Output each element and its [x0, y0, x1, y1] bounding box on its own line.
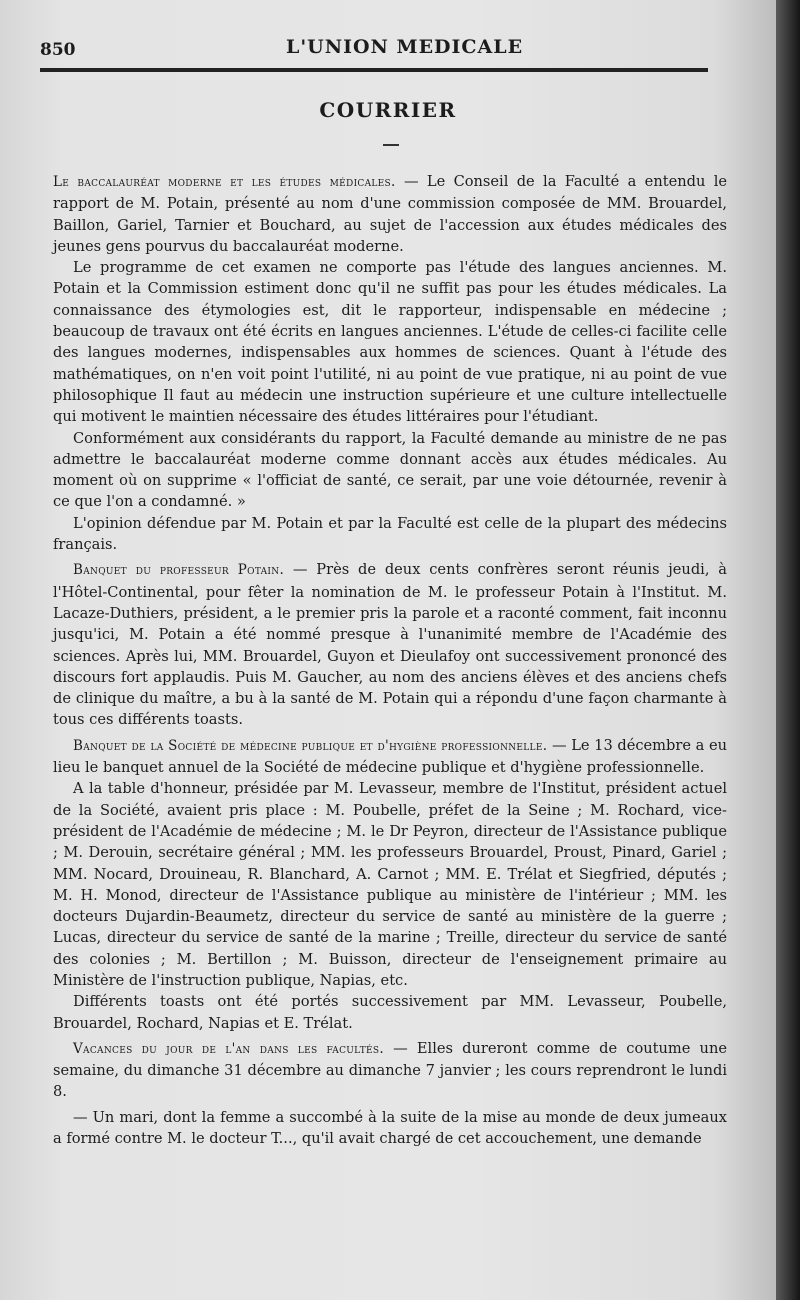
paragraph: L'opinion défendue par M. Potain et par la Faculté est celle de la plupart des médecins français.	[53, 514, 727, 554]
header-rule	[40, 68, 708, 72]
article-vacances-paragraph	[53, 1038, 727, 1103]
page-number: 850	[40, 40, 76, 60]
article-body	[53, 171, 727, 1149]
page-edge-shadow	[776, 0, 800, 1300]
paragraph: Différents toasts ont été portés successivement par MM. Levasseur, Poubelle, Brouardel, Rochard, Napias et E. Trélat.	[53, 993, 727, 1032]
running-head	[40, 34, 720, 60]
paragraph: Le programme de cet examen ne comporte pas l'étude des langues anciennes. M. Potain et la Commission estiment donc qu'il ne suffit pas pour les études médicales. La connaissance des étymologies est, dit le rapporteur, indispensable en médecine ; beaucoup de travaux ont été écrits en langues anciennes. L'étude de celles-ci facilite celle des langues modernes, indispensables aux hommes de sciences. Quant à l'étude des mathématiques, on n'en voit point l'utilité, ni au point de vue pratique, ni au point de vue philosophique Il faut au médecin une instruction supérieure et une culture intellectuelle qui motivent le maintien nécessaire des études littéraires pour l'étudiant.	[53, 259, 727, 426]
article-banquet-societe-paragraph	[53, 735, 727, 779]
article-heading: Banquet du professeur Potain.	[73, 562, 285, 579]
article-heading: Banquet de la Société de médecine publique et d'hygiène professionnelle.	[73, 737, 548, 754]
section-dash	[383, 144, 399, 146]
paragraph-text: — Près de deux cents confrères seront réunis jeudi, à l'Hôtel-Continental, pour fêter la nomination de M. le professeur Potain à l'Institut. M. Lacaze-Duthiers, président, a le premier pris la parole et a raconté comment, fait inconnu jusqu'ici, M. Potain a été nommé presque à l'unanimité membre de l'Académie des sciences. Après lui, MM. Brouardel, Guyon et Dieulafoy ont successivement prononcé des discours fort applaudis. Puis M. Gaucher, au nom des anciens élèves et des anciens chefs de clinique du maître, a bu à la santé de M. Potain qui a répondu d'une façon charmante à tous ces différents toasts.	[53, 561, 727, 729]
paragraph-text: — Le Conseil de la Faculté a entendu le rapport de M. Potain, présenté au nom d'une commission composée de MM. Brouardel, Baillon, Gariel, Tarnier et Bouchard, au sujet de l'accession aux études médicales des jeunes gens pourvus du baccalauréat moderne.	[53, 173, 728, 255]
article-heading: Vacances du jour de l'an dans les facultés.	[73, 1040, 384, 1057]
paragraph: Conformément aux considérants du rapport, la Faculté demande au ministre de ne pas admettre le baccalauréat moderne comme donnant accès aux études médicales. Au moment où on supprime « l'officiat de santé, ce serait, par une voie détournée, revenir à ce que l'on a condamné. »	[53, 429, 727, 511]
section-title: COURRIER	[319, 98, 457, 122]
paragraph-text: — Elles dureront comme de coutume une semaine, du dimanche 31 décembre au dimanche 7 janvier ; les cours reprendront le lundi 8.	[53, 1039, 727, 1101]
article-mari-paragraph: — Un mari, dont la femme a succombé à la suite de la mise au monde de deux jumeaux a formé contre M. le docteur T..., qu'il avait chargé de cet accouchement, une demande	[53, 1108, 727, 1148]
article-baccalaureat-paragraph	[53, 171, 727, 257]
paragraph: A la table d'honneur, présidée par M. Levasseur, membre de l'Institut, président actuel de la Société, avaient pris place : M. Poubelle, préfet de la Seine ; M. Rochard, vice-président de l'Académie de médecine ; M. le Dr Peyron, directeur de l'Assistance publique ; M. Derouin, secrétaire général ; MM. les professeurs Brouardel, Proust, Pinard, Gariel ; MM. Nocard, Drouineau, R. Blanchard, A. Carnot ; MM. E. Trélat et Siegfried, députés ; M. H. Monod, directeur de l'Assistance publique au ministère de l'intérieur ; MM. les docteurs Dujardin-Beaumetz, directeur du service de santé au ministère de la guerre ; Lucas, directeur du service de santé de la marine ; Treille, directeur du service de santé des colonies ; M. Bertillon ; M. Buisson, directeur de l'enseignement primaire au Ministère de l'instruction publique, Napias, etc.	[53, 780, 727, 989]
paragraph-text: — Le 13 décembre a eu lieu le banquet annuel de la Société de médecine publique et d'hygiène professionnelle.	[53, 736, 728, 777]
article-banquet-potain-paragraph	[53, 559, 727, 730]
article-heading: Le baccalauréat moderne et les études médicales.	[53, 174, 396, 190]
journal-title: L'UNION MEDICALE	[286, 36, 524, 58]
